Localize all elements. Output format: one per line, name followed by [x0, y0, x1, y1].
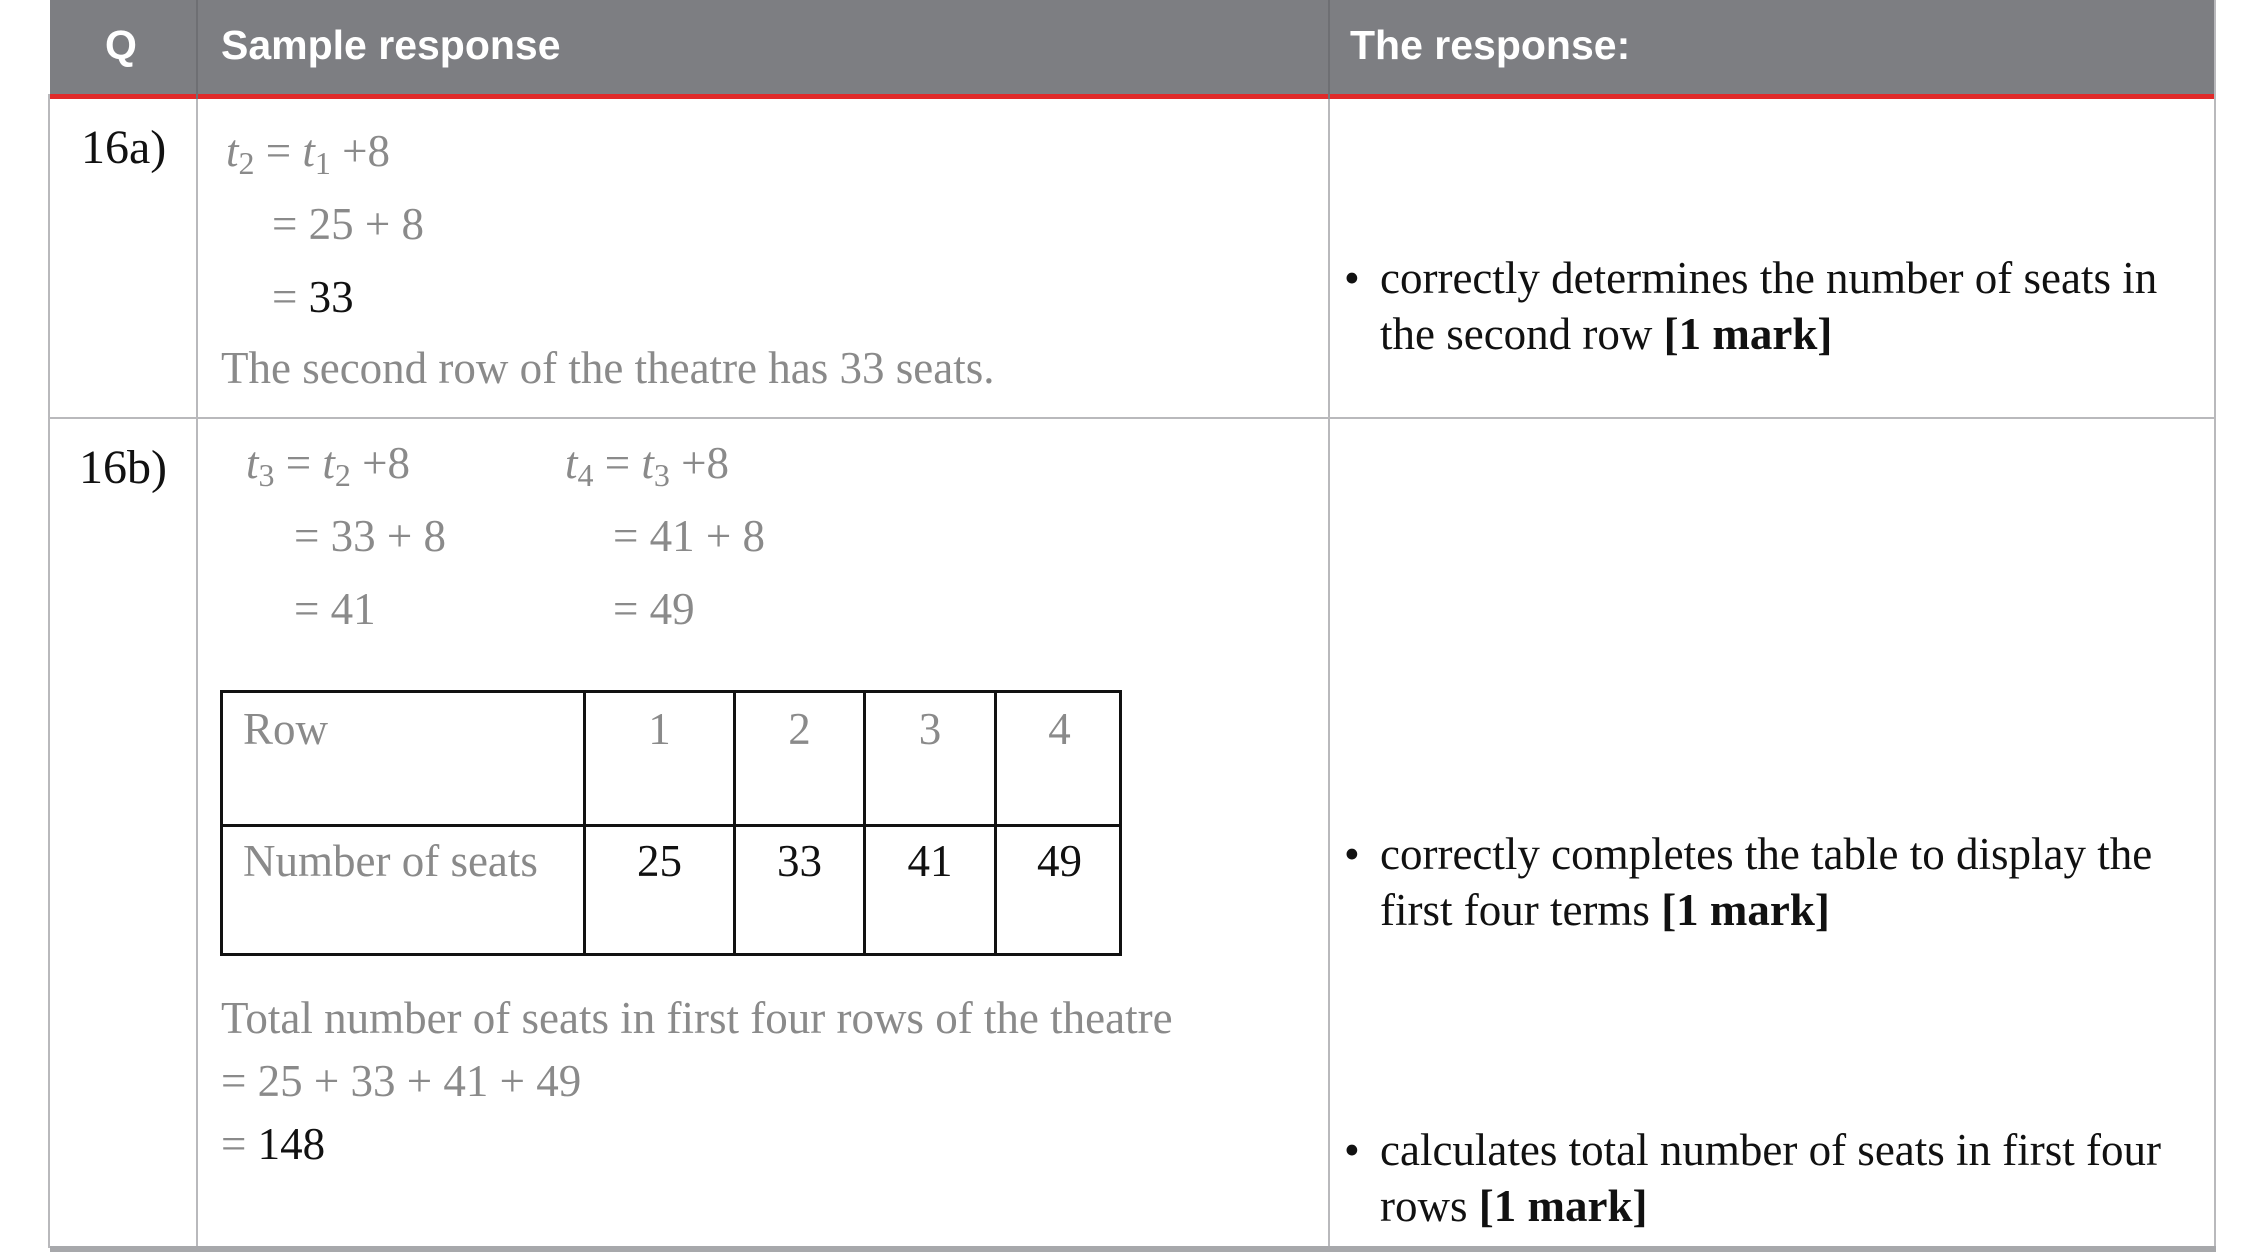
header-divider — [196, 0, 198, 99]
working-line: = 33 + 8 — [294, 511, 447, 561]
working-line: = 41 + 8 — [613, 511, 766, 561]
row-divider — [50, 417, 2216, 419]
row-label: Row — [243, 704, 329, 754]
row-value: 2 — [788, 704, 811, 754]
column-divider — [48, 94, 50, 1248]
working-line: $t_4 = t_3 +8$ — [565, 438, 730, 493]
header-the-response: The response: — [1350, 22, 1631, 68]
bullet-icon: • — [1344, 253, 1360, 303]
question-label: 16a) — [81, 121, 167, 174]
sequence-table — [220, 690, 1122, 956]
working-line: = 41 — [294, 584, 376, 634]
seats-label: Number of seats — [243, 836, 538, 886]
working-line: = 49 — [613, 584, 695, 634]
question-label: 16b) — [79, 441, 167, 494]
total-line: Total number of seats in first four rows of the theatre — [221, 993, 1173, 1043]
criterion-item: • correctly completes the table to display the first four terms [1 mark] — [1380, 826, 2180, 938]
seats-value: 33 — [777, 836, 822, 886]
working-line: = 25 + 8 — [272, 199, 425, 249]
column-divider — [1328, 99, 1330, 1248]
total-line: = 25 + 33 + 41 + 49 — [221, 1056, 582, 1106]
header-divider — [1328, 0, 1330, 99]
bullet-icon: • — [1344, 1125, 1360, 1175]
row-value: 3 — [918, 704, 942, 754]
seats-value: 49 — [1037, 836, 1082, 886]
table-header — [50, 0, 2216, 99]
total-line: = 148 — [221, 1119, 326, 1169]
criterion-item: • calculates total number of seats in first four rows [1 mark] — [1380, 1122, 2180, 1234]
bullet-icon: • — [1344, 829, 1360, 879]
column-divider — [2214, 0, 2216, 1248]
row-value: 1 — [648, 704, 671, 754]
criterion-item: • correctly determines the number of seats in the second row [1 mark] — [1380, 250, 2180, 362]
seats-value: 25 — [637, 836, 682, 886]
header-sample-response: Sample response — [221, 22, 561, 68]
row-value: 4 — [1048, 704, 1071, 754]
column-divider — [196, 99, 198, 1248]
table-bottom-border — [50, 1246, 2216, 1252]
working-line: = 33 — [272, 272, 354, 322]
working-line: $t_2 = t_1 +8$ — [226, 126, 391, 181]
working-line: $t_3 = t_2 +8$ — [246, 438, 411, 493]
conclusion-text: The second row of the theatre has 33 seats. — [221, 343, 995, 393]
seats-value: 41 — [907, 836, 953, 886]
header-q: Q — [105, 22, 137, 68]
